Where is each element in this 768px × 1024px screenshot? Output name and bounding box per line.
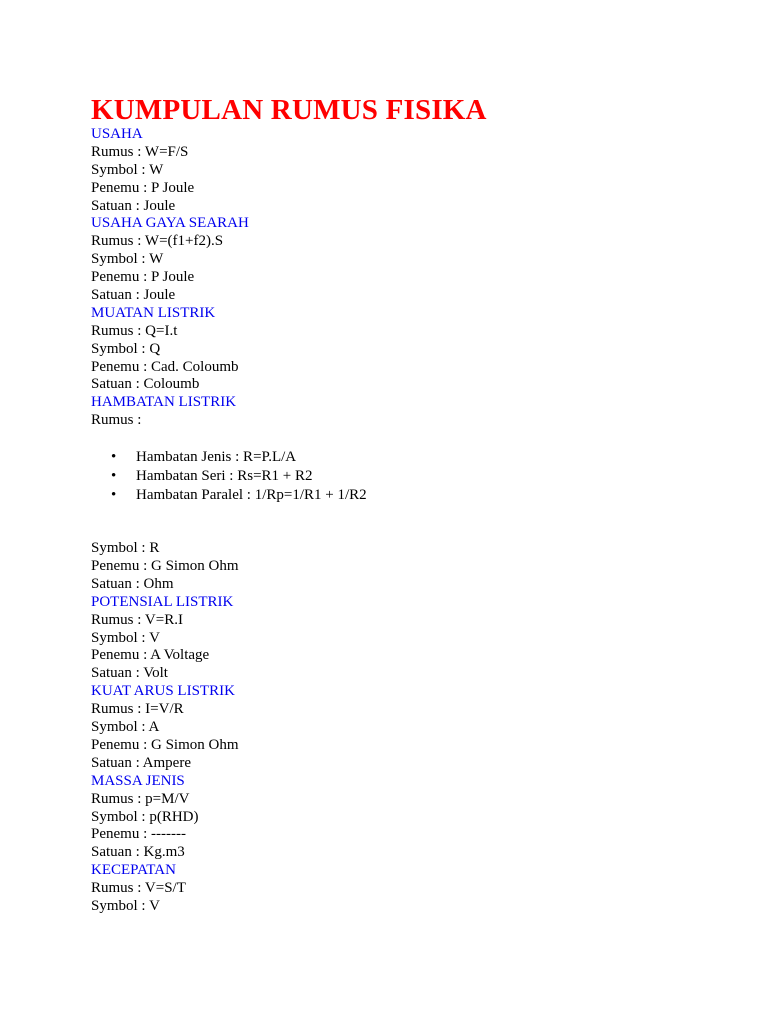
section-kuat-arus-listrik xyxy=(91,683,731,772)
section-kecepatan xyxy=(91,862,731,916)
rumus-line: Rumus : W=F/S xyxy=(91,143,189,160)
rumus-line: Rumus : Q=I.t xyxy=(91,322,178,339)
section-massa-jenis xyxy=(91,773,731,862)
penemu-line: Penemu : P Joule xyxy=(91,179,195,196)
list-item-text: Hambatan Paralel : 1/Rp=1/R1 + 1/R2 xyxy=(136,487,367,504)
rumus-line: Rumus : V=R.I xyxy=(91,611,183,628)
symbol-line: Symbol : A xyxy=(91,719,160,736)
list-item xyxy=(91,467,731,486)
list-item-text: Hambatan Jenis : R=P.L/A xyxy=(136,449,297,466)
section-potensial-listrik xyxy=(91,594,731,683)
satuan-line: Satuan : Ampere xyxy=(91,754,191,771)
rumus-line: Rumus : p=M/V xyxy=(91,790,190,807)
section-heading: MUATAN LISTRIK xyxy=(91,304,216,321)
rumus-line: Rumus : V=S/T xyxy=(91,880,186,897)
rumus-line: Rumus : W=(f1+f2).S xyxy=(91,233,224,250)
section-muatan-listrik xyxy=(91,305,731,394)
penemu-line: Penemu : G Simon Ohm xyxy=(91,736,239,753)
symbol-line: Symbol : Q xyxy=(91,340,161,357)
section-hambatan-listrik xyxy=(91,394,731,593)
satuan-line: Satuan : Volt xyxy=(91,665,168,682)
rumus-line: Rumus : xyxy=(91,412,142,429)
rumus-line: Rumus : I=V/R xyxy=(91,701,184,718)
section-heading: HAMBATAN LISTRIK xyxy=(91,394,237,411)
section-heading: KUAT ARUS LISTRIK xyxy=(91,683,235,700)
page-title: KUMPULAN RUMUS FISIKA xyxy=(91,94,487,126)
symbol-line: Symbol : W xyxy=(91,161,164,178)
list-item xyxy=(91,486,731,505)
section-usaha-gaya-searah xyxy=(91,215,731,304)
spacer xyxy=(91,505,731,540)
satuan-line: Satuan : Kg.m3 xyxy=(91,844,185,861)
satuan-line: Satuan : Coloumb xyxy=(91,376,200,393)
penemu-line: Penemu : P Joule xyxy=(91,269,195,286)
list-item xyxy=(91,448,731,467)
section-heading: USAHA xyxy=(91,126,143,142)
satuan-line: Satuan : Joule xyxy=(91,287,176,304)
bullet-icon: • xyxy=(111,449,117,466)
symbol-line: Symbol : p(RHD) xyxy=(91,808,199,825)
section-heading: USAHA GAYA SEARAH xyxy=(91,215,249,232)
section-heading: POTENSIAL LISTRIK xyxy=(91,593,234,610)
penemu-line: Penemu : Cad. Coloumb xyxy=(91,358,239,375)
section-usaha xyxy=(91,126,731,215)
symbol-line: Symbol : R xyxy=(91,540,160,557)
bullet-icon: • xyxy=(111,487,117,504)
symbol-line: Symbol : V xyxy=(91,629,160,646)
satuan-line: Satuan : Joule xyxy=(91,197,176,214)
section-heading: KECEPATAN xyxy=(91,862,176,879)
bullet-icon: • xyxy=(111,468,117,485)
formula-list xyxy=(91,448,731,505)
symbol-line: Symbol : W xyxy=(91,251,164,268)
symbol-line: Symbol : V xyxy=(91,897,160,914)
penemu-line: Penemu : G Simon Ohm xyxy=(91,558,239,575)
penemu-line: Penemu : ------- xyxy=(91,826,186,843)
satuan-line: Satuan : Ohm xyxy=(91,575,174,592)
list-item-text: Hambatan Seri : Rs=R1 + R2 xyxy=(136,468,313,485)
section-heading: MASSA JENIS xyxy=(91,772,185,789)
document-body xyxy=(91,92,731,916)
penemu-line: Penemu : A Voltage xyxy=(91,647,210,664)
